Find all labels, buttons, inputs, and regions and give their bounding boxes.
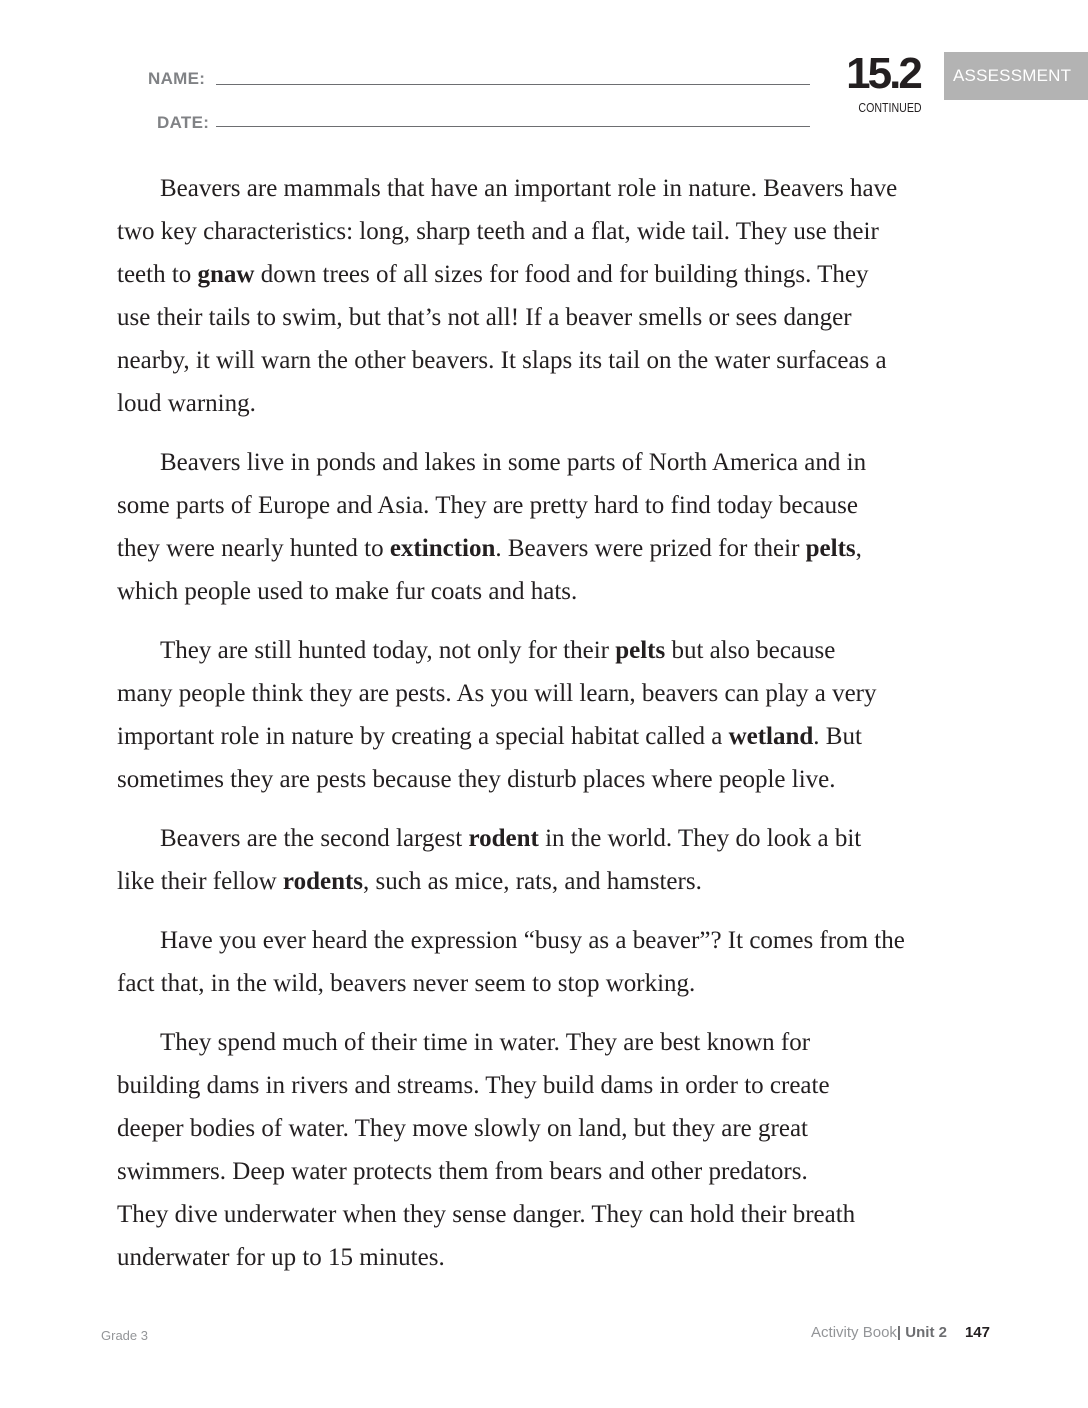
text-line: [117, 766, 836, 793]
paragraph: [117, 441, 997, 613]
text-line: [117, 680, 877, 707]
footer-book: Activity Book: [811, 1324, 897, 1341]
text-line: [117, 535, 862, 562]
text-line: [160, 825, 861, 852]
text-segment: ,: [855, 535, 862, 562]
text-line: [160, 449, 866, 476]
text-segment: They spend much of their time in water. They are best known for: [160, 1029, 811, 1056]
text-segment: swimmers. Deep water protects them from bears and other predators.: [117, 1158, 808, 1185]
page-number: 147: [964, 1324, 990, 1341]
text-line: [117, 390, 256, 417]
reading-passage: [117, 167, 997, 1295]
text-segment: Have you ever heard the expression “busy as a beaver”? It comes from the: [160, 927, 905, 954]
text-line: [117, 578, 577, 605]
text-segment: loud warning.: [117, 390, 256, 417]
text-segment: use their tails to swim, but that’s not all! If a beaver smells or sees danger: [117, 304, 852, 331]
text-segment: . Beavers were prized for their: [495, 535, 806, 562]
text-segment: Beavers are the second largest: [160, 825, 469, 852]
text-line: [117, 723, 862, 750]
text-line: [117, 347, 887, 374]
text-segment: which people used to make fur coats and hats.: [117, 578, 578, 605]
text-segment: sometimes they are pests because they disturb places where people live.: [117, 766, 836, 793]
paragraph: [117, 629, 997, 801]
text-segment: they were nearly hunted to: [117, 535, 390, 562]
date-label: DATE:: [157, 113, 210, 132]
continued-label: CONTINUED: [858, 101, 922, 115]
text-line: [117, 492, 858, 519]
text-segment: They dive underwater when they sense danger. They can hold their breath: [117, 1201, 856, 1228]
text-segment: important role in nature by creating a special habitat called a: [117, 723, 729, 750]
footer-grade: Grade 3: [101, 1328, 148, 1343]
vocabulary-word: gnaw: [197, 261, 255, 288]
text-segment: some parts of Europe and Asia. They are pretty hard to find today because: [117, 492, 858, 519]
text-segment: They are still hunted today, not only for their: [160, 637, 616, 664]
text-segment: nearby, it will warn the other beavers. It slaps its tail on the water surfaceas a: [117, 347, 887, 374]
paragraph: [117, 817, 997, 903]
text-line: [117, 970, 695, 997]
text-segment: in the world. They do look a bit: [538, 825, 862, 852]
text-line: [160, 175, 897, 202]
text-segment: but also because: [665, 637, 836, 664]
text-segment: many people think they are pests. As you will learn, beavers can play a very: [117, 680, 877, 707]
vocabulary-word: extinction: [389, 535, 496, 562]
text-segment: like their fellow: [117, 868, 283, 895]
paragraph: [117, 1021, 997, 1279]
name-label: NAME:: [148, 69, 206, 88]
text-line: [160, 927, 905, 954]
paragraph: [117, 167, 997, 425]
text-segment: Beavers live in ponds and lakes in some parts of North America and in: [160, 449, 867, 476]
footer-unit: Unit 2: [905, 1324, 947, 1341]
lesson-number: 15.2: [846, 49, 920, 98]
text-segment: deeper bodies of water. They move slowly on land, but they are great: [117, 1115, 808, 1142]
text-line: [117, 1244, 445, 1271]
text-line: [117, 1115, 808, 1142]
vocabulary-word: pelts: [615, 637, 666, 664]
text-line: [160, 1029, 810, 1056]
footer-separator: |: [896, 1324, 902, 1341]
vocabulary-word: rodent: [468, 825, 539, 852]
name-line[interactable]: [216, 84, 810, 85]
text-segment: teeth to: [117, 261, 198, 288]
text-segment: Beavers are mammals that have an important role in nature. Beavers have: [160, 175, 898, 202]
text-segment: fact that, in the wild, beavers never seem to stop working.: [117, 970, 696, 997]
vocabulary-word: wetland: [728, 723, 814, 750]
text-segment: two key characteristics: long, sharp teeth and a flat, wide tail. They use their: [117, 218, 879, 245]
vocabulary-word: pelts: [805, 535, 856, 562]
text-line: [117, 218, 879, 245]
text-segment: building dams in rivers and streams. They build dams in order to create: [117, 1072, 830, 1099]
text-line: [117, 1072, 830, 1099]
footer-book-info: [811, 1324, 990, 1341]
vocabulary-word: rodents: [282, 868, 364, 895]
text-line: [117, 261, 869, 288]
text-segment: down trees of all sizes for food and for building things. They: [254, 261, 869, 288]
text-segment: . But: [813, 723, 862, 750]
text-segment: , such as mice, rats, and hamsters.: [363, 868, 702, 895]
text-line: [117, 868, 702, 895]
text-line: [117, 1201, 855, 1228]
text-line: [117, 1158, 808, 1185]
text-line: [117, 304, 852, 331]
assessment-tag: ASSESSMENT: [944, 52, 1088, 100]
paragraph: [117, 919, 997, 1005]
text-line: [160, 637, 835, 664]
text-segment: underwater for up to 15 minutes.: [117, 1244, 445, 1271]
date-line[interactable]: [216, 126, 810, 127]
